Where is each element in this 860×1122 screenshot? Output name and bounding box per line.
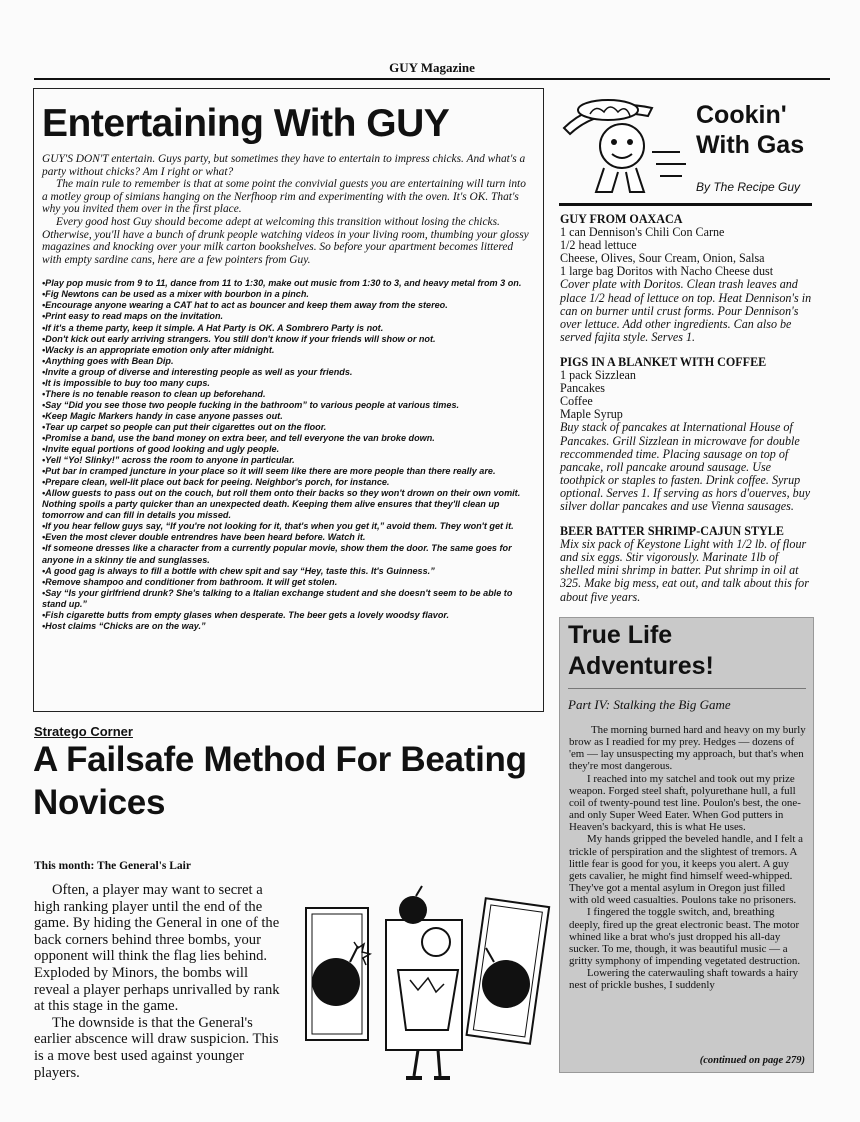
party-tip: •Keep Magic Markers handy in case anyone passes out. — [42, 410, 283, 421]
chef-mascot-illustration — [556, 88, 694, 200]
stratego-title: A Failsafe Method For Beating Novices — [33, 740, 527, 822]
party-tip: •Prepare clean, well-lit place out back for peeing. Neighbor's porch, for instance. — [42, 477, 390, 488]
recipe-directions: Mix six pack of Keystone Light with 1/2 lb. of flour and six eggs. Stir vigorously. Marinate 1lb of shelled mini shrimp in batter. Put shrimp in oil at 325. Make big mess, eat out, and talk about this for about five years. — [560, 537, 809, 604]
party-tip: •Host claims “Chicks are on the way.” — [42, 620, 206, 631]
true-life-title — [568, 620, 714, 682]
party-tip: •If you hear fellow guys say, “If you're not looking for it, that's when you get it,” avoid them. They won't get it. — [42, 521, 514, 532]
party-tips-list — [42, 278, 533, 632]
party-tip: •Put bar in cramped juncture in your place so it will seem like there are more people than there really are. — [42, 466, 496, 477]
party-tip: •Say “Is your girlfriend drunk? She's talking to a Italian exchange student and she doesn't seem to be able to stand up.” — [42, 587, 513, 609]
entertaining-title: Entertaining With GUY — [42, 102, 450, 145]
party-tip: •Fig Newtons can be used as a mixer with bourbon in a pinch. — [42, 289, 309, 300]
party-tip: •Don't kick out early arriving strangers. You still don't know if your friends will show or not. — [42, 333, 436, 344]
recipe — [560, 213, 814, 344]
party-tip: •Invite a group of diverse and interesting people as well as your friends. — [42, 366, 353, 377]
recipe — [560, 525, 814, 604]
true-life-subtitle: Part IV: Stalking the Big Game — [568, 697, 731, 712]
party-tip: •Remove shampoo and conditioner from bathroom. It will get stolen. — [42, 576, 338, 587]
true-life-title-line: Adventures! — [568, 652, 714, 680]
bomb-tile-illustration — [306, 908, 370, 1040]
intro-paragraph: Every good host Guy should become adept at welcoming this transition without losing the chicks. Otherwise, you'll have a bunch of drunk people watching videos in your living room, thumbing your glossy magazines and knocking over your milk carton bookshelves. So before your apartment becomes littered with empty sardine cans, here are a few pointers from Guy. — [42, 215, 529, 266]
party-tip: •Play pop music from 9 to 11, dance from 11 to 1:30, make out music from 1:30 to 3, and heavy metal from 3 on. — [42, 278, 522, 289]
party-tip: •Allow guests to pass out on the couch, but roll them onto their backs so they won't drown on their own vomit. Nothing spoils a party quicker than an unexpected death. Keeping them alive ensures that they'll clean up tomorrow and can fill in details you missed. — [42, 488, 521, 521]
party-tip: •Tear up carpet so people can put their cigarettes out on the floor. — [42, 421, 327, 432]
recipe-ingredient: Pancakes — [560, 381, 605, 396]
entertaining-intro — [42, 153, 533, 266]
cookin-title-line: With Gas — [696, 131, 805, 159]
party-tip: •If it's a theme party, keep it simple. A Hat Party is OK. A Sombrero Party is not. — [42, 322, 384, 333]
recipe-ingredient: 1 pack Sizzlean — [560, 368, 636, 383]
recipe-ingredient: 1 large bag Doritos with Nacho Cheese dust — [560, 264, 774, 279]
true-life-article — [559, 617, 814, 1073]
true-life-paragraph: Lowering the caterwauling shaft towards a hairy nest of prickle bushes, I suddenly — [569, 967, 799, 992]
cookin-byline: By The Recipe Guy — [696, 180, 801, 194]
recipe-ingredient: Coffee — [560, 394, 593, 409]
party-tip: •There is no tenable reason to clean up beforehand. — [42, 388, 266, 399]
party-tip: •Even the most clever double entrendres have been heard before. Watch it. — [42, 532, 366, 543]
general-piece-illustration — [386, 886, 462, 1078]
recipe-title: PIGS IN A BLANKET WITH COFFEE — [560, 354, 767, 369]
stratego-month: This month: The General's Lair — [34, 860, 191, 872]
true-life-paragraph: The morning burned hard and heavy on my burly brow as I readied for my prey. Hedges — dozens of 'em — lay unsuspecting my approach, but that's when they're most dangerous. — [569, 724, 806, 773]
party-tip: •If someone dresses like a character from a currently popular movie, show them the door. The same goes for anyone in a skinny tie and sunglasses. — [42, 543, 512, 565]
party-tip: •It is impossible to buy too many cups. — [42, 377, 210, 388]
recipes-list — [560, 213, 814, 616]
party-tip: •Say “Did you see those two people fucking in the bathroom” to various people at various times. — [42, 399, 460, 410]
cookin-title — [696, 100, 804, 160]
stratego-paragraph: Often, a player may want to secret a high ranking player until the end of the game. By hiding the General in one of the back corners behind three bombs, your opponent will think the flag lies behind. Exploded by Minors, the bombs will reveal a player perhaps unrivalled by rank at this stage in the game. — [34, 882, 280, 1015]
party-tip: •Fish cigarette butts from empty glases when desperate. The beer gets a lovely woodsy flavor. — [42, 609, 449, 620]
intro-paragraph: GUY'S DON'T entertain. Guys party, but sometimes they have to entertain to impress chicks. And what's a party without chicks? Am I right or what? — [42, 153, 526, 178]
bomb-tile-illustration — [467, 898, 550, 1044]
true-life-rule — [568, 688, 806, 689]
cookin-title-line: Cookin' — [696, 101, 787, 129]
continued-note: (continued on page 279) — [699, 1055, 805, 1066]
true-life-title-line: True Life — [568, 621, 673, 649]
recipe-title: BEER BATTER SHRIMP-CAJUN STYLE — [560, 524, 784, 539]
entertaining-article — [33, 88, 544, 712]
recipe-ingredient: Cheese, Olives, Sour Cream, Onion, Salsa — [560, 251, 765, 266]
stratego-kicker: Stratego Corner — [34, 724, 133, 739]
stratego-body — [34, 882, 286, 1081]
true-life-paragraph: My hands gripped the beveled handle, and I felt a trickle of perspiration and the slightest of tremors. A little fear is good for you, it keeps you alert. A guy gets cavalier, he might find himself weed-whipped. They've got a mental asylum in Oregon just filled with old weed casualties. Poulons take no prisoners. — [569, 833, 803, 907]
recipe-ingredient: Maple Syrup — [560, 407, 623, 422]
recipe-ingredient: 1/2 head lettuce — [560, 238, 637, 253]
cookin-rule — [559, 203, 812, 206]
stratego-illustration — [298, 880, 553, 1090]
party-tip: •Encourage anyone wearing a CAT hat to act as bouncer and keep them away from the stereo. — [42, 300, 448, 311]
true-life-paragraph: I fingered the toggle switch, and, breathing deeply, fired up the great electronic beast. The motor whined like a brat who's just dropped his all-day sucker. To me, though, it was beautiful music — a gritty symphony of impending vegetated destruction. — [569, 906, 801, 967]
party-tip: •A good gag is always to fill a bottle with chew spit and say “Hey, taste this. It's Guinness.” — [42, 565, 435, 576]
true-life-paragraph: I reached into my satchel and took out my prize weapon. Forged steel shaft, polyurethane hull, a full coil of twenty-pound test line. Poulon's best, the one-and only Super Weed Eater. When God putters in Heaven's backyard, this is what He uses. — [569, 772, 801, 834]
intro-paragraph: The main rule to remember is that at some point the convivial guests you are entertaining will turn into a motley group of simians hanging on the Nerfhoop rim and experimenting with the oven. It's OK. That's why you invited them over in the first place. — [42, 178, 526, 216]
party-tip: •Yell “Yo! Slinky!” across the room to anyone in particular. — [42, 455, 295, 466]
recipe-title: GUY FROM OAXACA — [560, 212, 683, 226]
party-tip: •Promise a band, use the band money on extra beer, and tell everyone the van broke down. — [42, 433, 435, 443]
party-tip: •Wacky is an appropriate emotion only after midnight. — [42, 344, 275, 355]
recipe-directions: Buy stack of pancakes at International House of Pancakes. Grill Sizzlean in microwave for double reccommended time. Placing sausage on top of pancake, roll pancake around sausage. Use toothpick or staples to fasten. Drink coffee. Syrup optional. Serves 1. If serving as hors d'ouerves, buy silver dollar pancakes and use Vienna sausages. — [560, 420, 811, 513]
party-tip: •Anything goes with Bean Dip. — [42, 355, 174, 366]
recipe-ingredient: 1 can Dennison's Chili Con Carne — [560, 225, 725, 240]
party-tip: •Invite equal portions of good looking and ugly people. — [42, 444, 280, 455]
recipe — [560, 356, 814, 513]
masthead-rule — [34, 78, 830, 80]
masthead: GUY Magazine — [389, 60, 475, 75]
stratego-paragraph: The downside is that the General's earlier abscence will draw suspicion. This is a move best used against younger players. — [34, 1014, 279, 1081]
party-tip: •Print easy to read maps on the invitation. — [42, 311, 224, 322]
recipe-directions: Cover plate with Doritos. Clean trash leaves and place 1/2 head of lettuce on top. Heat Dennison's in can on burner until crust forms. Pour Dennison's over lettuce. Add other ingredients. Can also be served fajita style. Serves 1. — [560, 277, 812, 344]
true-life-body — [569, 724, 807, 991]
